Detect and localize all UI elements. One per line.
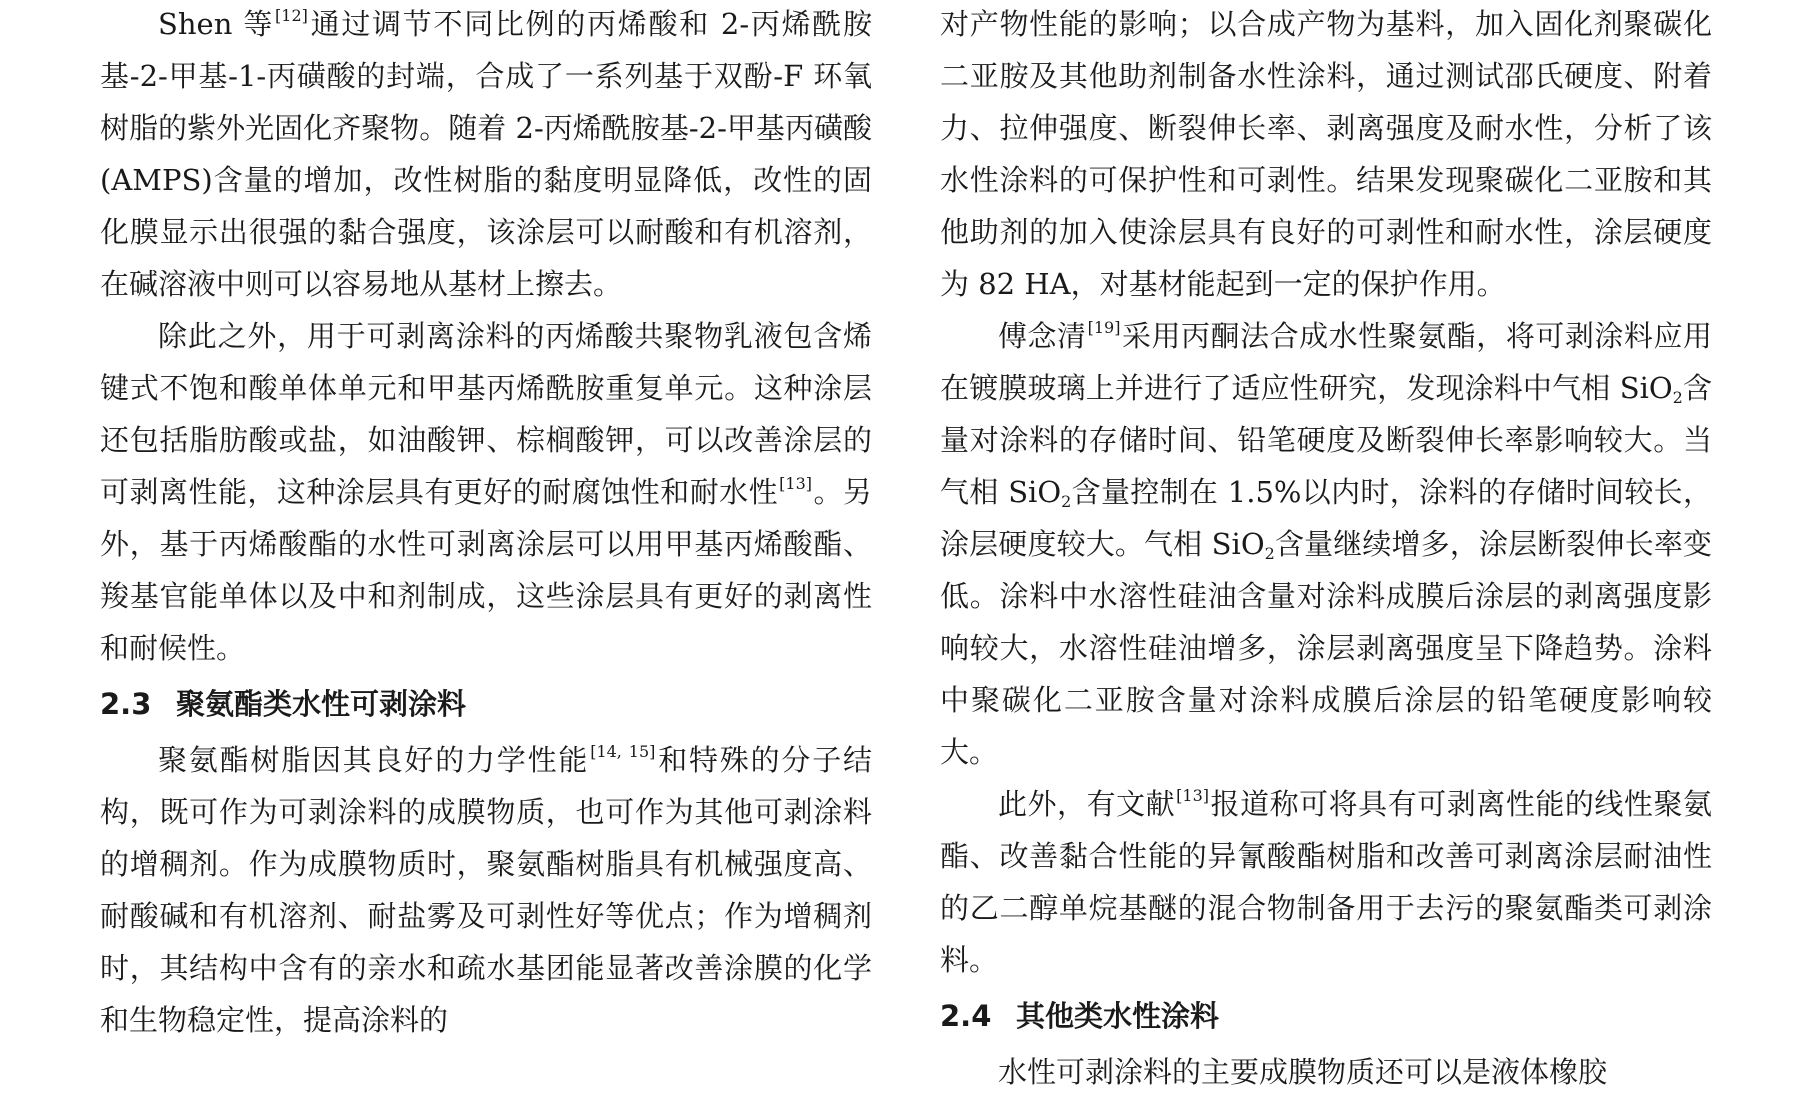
citation-12[interactable]: [12]	[275, 6, 308, 25]
paragraph-text: 水性可剥涂料的主要成膜物质还可以是液体橡胶	[998, 1055, 1608, 1089]
citation-19[interactable]: [19]	[1087, 318, 1121, 337]
paragraph-text: Shen 等	[158, 7, 275, 41]
paragraph-text: 对产物性能的影响；以合成产物为基料，加入固化剂聚碳化二亚胺及其他助剂制备水性涂料，通过测试邵氏硬度、附着力、拉伸强度、断裂伸长率、剥离强度及耐水性，分析了该水性涂料的可保护性和可剥性。结果发现聚碳化二亚胺和其他助剂的加入使涂层具有良好的可剥性和耐水性，涂层硬度为 82 HA，对基材能起到一定的保护作用。	[940, 7, 1712, 301]
paragraph-acrylic-copolymer	[100, 310, 872, 674]
citation-14-15[interactable]: [14, 15]	[590, 742, 656, 761]
paragraph-literature-polyurethane	[940, 778, 1712, 986]
section-title: 其他类水性涂料	[1016, 999, 1220, 1033]
section-heading-2-4	[940, 986, 1712, 1046]
paragraph-text: 含量对涂料的存储时间、铅笔硬度及断裂伸长率影响较大。当气相 SiO	[940, 371, 1712, 509]
paragraph-fu-nianqing	[940, 310, 1712, 778]
paragraph-text: 报道称可将具有可剥离性能的线性聚氨酯、改善黏合性能的异氰酸酯树脂和改善可剥离涂层耐油性的乙二醇单烷基醚的混合物制备用于去污的聚氨酯类可剥涂料。	[940, 787, 1712, 977]
section-number: 2.3	[100, 687, 152, 721]
paragraph-text: 此外，有文献	[998, 787, 1176, 821]
right-column	[940, 0, 1712, 1098]
section-heading-2-3	[100, 674, 872, 734]
paragraph-text: 聚氨酯树脂因其良好的力学性能	[158, 743, 590, 777]
paragraph-other-coatings	[940, 1046, 1712, 1098]
paragraph-text: 和特殊的分子结构，既可作为可剥涂料的成膜物质，也可作为其他可剥涂料的增稠剂。作为成膜物质时，聚氨酯树脂具有机械强度高、耐酸碱和有机溶剂、耐盐雾及可剥性好等优点；作为增稠剂时，其结构中含有的亲水和疏水基团能显著改善涂膜的化学和生物稳定性，提高涂料的	[100, 743, 872, 1037]
paragraph-text: 采用丙酮法合成水性聚氨酯，将可剥涂料应用在镀膜玻璃上并进行了适应性研究，发现涂料中气相 SiO	[940, 319, 1712, 405]
paragraph-text: 傅念清	[998, 319, 1087, 353]
paragraph-text: 。另外，基于丙烯酸酯的水性可剥离涂层可以用甲基丙烯酸酯、羧基官能单体以及中和剂制成，这些涂层具有更好的剥离性和耐候性。	[100, 475, 872, 665]
paragraph-text: 含量控制在 1.5%以内时，涂料的存储时间较长，涂层硬度较大。气相 SiO	[940, 475, 1712, 561]
section-title: 聚氨酯类水性可剥涂料	[176, 687, 467, 721]
paragraph-text: 含量继续增多，涂层断裂伸长率变低。涂料中水溶性硅油含量对涂料成膜后涂层的剥离强度影响较大，水溶性硅油增多，涂层剥离强度呈下降趋势。涂料中聚碳化二亚胺含量对涂料成膜后涂层的铅笔硬度影响较大。	[940, 527, 1712, 769]
subscript-2: 2	[1264, 544, 1275, 563]
paragraph-text: 除此之外，用于可剥离涂料的丙烯酸共聚物乳液包含烯键式不饱和酸单体单元和甲基丙烯酰胺重复单元。这种涂层还包括脂肪酸或盐，如油酸钾、棕榈酸钾，可以改善涂层的可剥离性能，这种涂层具有更好的耐腐蚀性和耐水性	[100, 319, 872, 509]
paragraph-polyurethane-intro	[100, 734, 872, 1046]
paragraph-text: 通过调节不同比例的丙烯酸和 2-丙烯酰胺基-2-甲基-1-丙磺酸的封端，合成了一系列基于双酚-F 环氧树脂的紫外光固化齐聚物。随着 2-丙烯酰胺基-2-甲基丙磺酸(AMPS)含量的增加，改性树脂的黏度明显降低，改性的固化膜显示出很强的黏合强度，该涂层可以耐酸和有机溶剂，在碱溶液中则可以容易地从基材上擦去。	[100, 7, 873, 301]
paragraph-continued-coating-test	[940, 0, 1712, 310]
left-column	[100, 0, 872, 1046]
citation-13[interactable]: [13]	[779, 474, 812, 493]
citation-13[interactable]: [13]	[1176, 786, 1210, 805]
section-number: 2.4	[940, 999, 992, 1033]
subscript-2: 2	[1672, 388, 1683, 407]
subscript-2: 2	[1061, 492, 1072, 511]
paragraph-shen-acrylic	[100, 0, 872, 310]
